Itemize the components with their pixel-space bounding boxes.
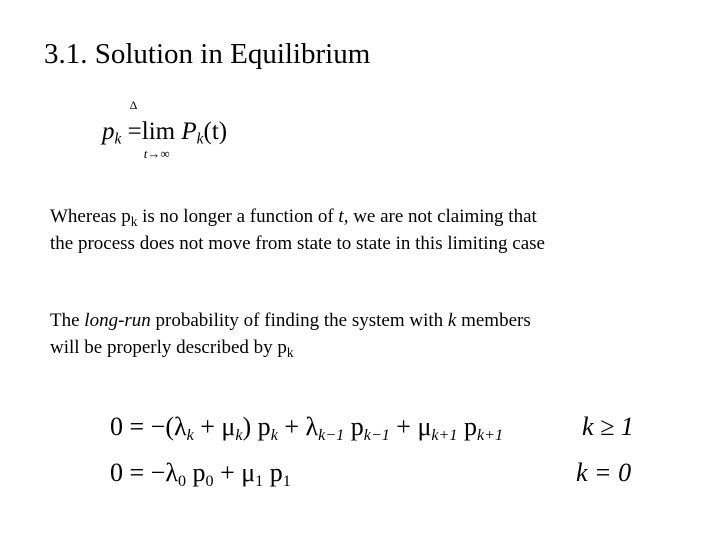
def-symbol: p [102, 118, 115, 145]
def-func-sub: k [196, 130, 204, 148]
def-func: P [181, 118, 197, 145]
condition-k-ge-1: k ≥ 1 [582, 412, 634, 441]
lim-operator: lim [141, 118, 176, 145]
slide-title: 3.1. Solution in Equilibrium [44, 38, 371, 70]
paragraph1-line1: Whereas $p_k$ is no longer a function of t, we are not claiming that [50, 206, 537, 229]
balance-equation-k-eq-0: $0 = -\lambda_0$ $p_0 + \mu_1$ $p_1$ [110, 458, 291, 490]
paragraph-not-function-of-t [50, 203, 545, 257]
paragraph2-line1: The long-run probability of finding the system with k members [50, 310, 531, 331]
paragraph-long-run-probability [50, 307, 531, 361]
condition-k-eq-0: k = 0 [576, 458, 632, 487]
limit-subscript: t→∞ [143, 146, 170, 161]
delta-mark: Δ [129, 98, 138, 112]
paragraph1-line2: the process does not move from state to state in this limiting case [50, 233, 545, 254]
def-symbol-sub: k [114, 130, 122, 148]
balance-equation-k-ge-1: $0 = -(\lambda_k + \mu_k) p_k + \lambda_{k-1}$ $p_{k-1} + \mu_{k+1}$ $p_{k+1}$ [110, 412, 504, 444]
def-arg: (t) [203, 118, 228, 145]
def-equals: = [127, 118, 142, 145]
limit-definition-formula [102, 98, 228, 161]
paragraph2-line2: will be properly described by $p_k$ [50, 337, 294, 360]
